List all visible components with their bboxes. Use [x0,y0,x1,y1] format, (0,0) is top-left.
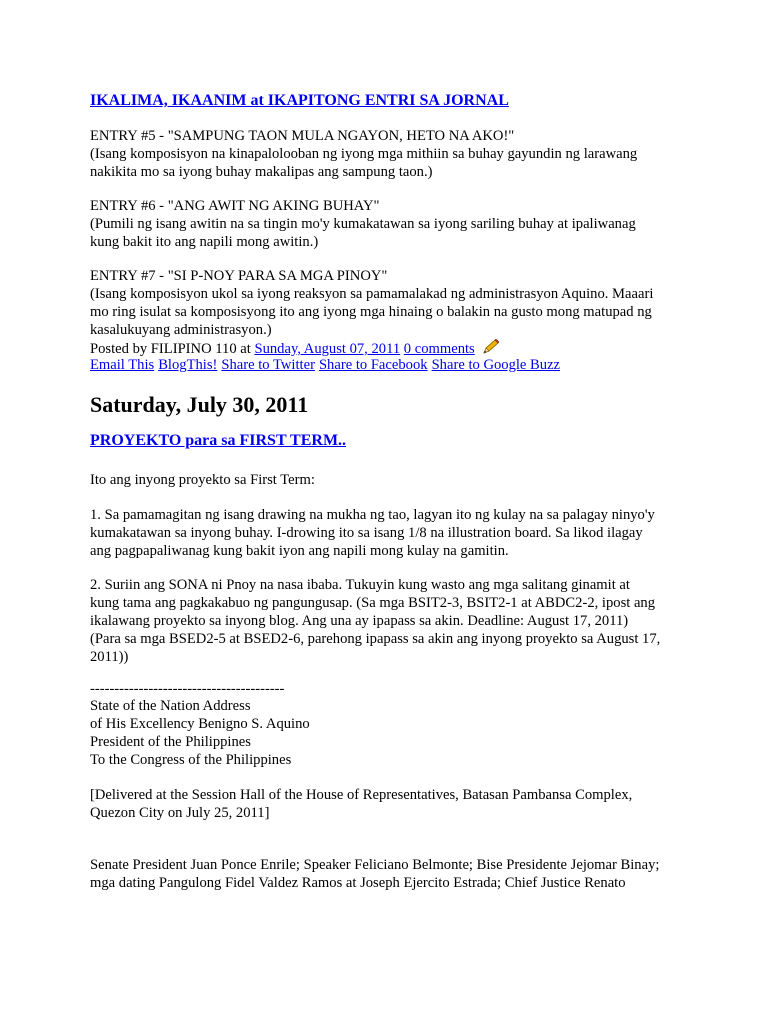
project-item2-line: 2. Suriin ang SONA ni Pnoy na nasa ibaba. Tukuyin kung wasto ang mga salitang ginamit at [90,577,630,593]
posted-by-label: Posted by FILIPINO 110 at [90,341,251,357]
post-title-journal[interactable] [90,92,509,110]
delivered-line: [Delivered at the Session Hall of the House of Representatives, Batasan Pambansa Complex, [90,787,633,803]
post-title-journal-link[interactable]: IKALIMA, IKAANIM at IKAPITONG ENTRI SA JORNAL [90,92,509,109]
entry7-desc-line: (Isang komposisyon ukol sa iyong reaksyon sa pamamalakad ng administrasyon Aquino. Maaari [90,286,654,302]
project-item2-line: ikalawang proyekto sa inyong blog. Ang una ay ipapass sa akin. Deadline: August 17, 2011) [90,613,629,629]
entry5-title: ENTRY #5 - "SAMPUNG TAON MULA NGAYON, HETO NA AKO!" [90,128,515,144]
sona-heading-line: State of the Nation Address [90,698,251,714]
project-intro: Ito ang inyong proyekto sa First Term: [90,472,315,488]
pencil-icon[interactable] [482,339,500,355]
date-header: Saturday, July 30, 2011 [90,392,309,417]
entry7-title: ENTRY #7 - "SI P-NOY PARA SA MGA PINOY" [90,268,388,284]
post-date-link[interactable]: Sunday, August 07, 2011 [254,341,401,357]
entry7-desc-line: mo ring isulat sa komposisyong ito ang iyong mga hinaing o balakin na gusto mong matupad ng [90,304,652,320]
salutation-line: mga dating Pangulong Fidel Valdez Ramos at Joseph Ejercito Estrada; Chief Justice Renato [90,875,626,891]
share-links [90,356,564,374]
entry6-desc-line: (Pumili ng isang awitin na sa tingin mo'y kumakatawan sa iyong sariling buhay at ipaliwanag [90,216,636,232]
entry5-desc-line: nakikita mo sa iyong buhay makalipas ang sampung taon.) [90,164,433,180]
project-item1-line: ang pagpapaliwanag kung bakit iyon ang napili mong kulay na gamitin. [90,543,509,559]
email-this-link[interactable]: Email This [90,357,155,373]
entry5-desc-line: (Isang komposisyon na kinapalolooban ng iyong mga mithiin sa buhay gayundin ng larawang [90,146,638,162]
project-item1-line: 1. Sa pamamagitan ng isang drawing na mukha ng tao, lagyan ito ng kulay na sa palagay ninyo'y [90,507,655,523]
sona-heading-line: of His Excellency Benigno S. Aquino [90,716,310,732]
sona-heading-line: President of the Philippines [90,734,251,750]
share-google-buzz-link[interactable]: Share to Google Buzz [431,357,561,373]
sona-heading-line: To the Congress of the Philippines [90,752,292,768]
blogthis-link[interactable]: BlogThis! [158,357,218,373]
project-item2-line: kung tama ang pagkakabuo ng pangungusap. (Sa mga BSIT2-3, BSIT2-1 at ABDC2-2, ipost ang [90,595,656,611]
post-title-project[interactable] [90,432,346,450]
separator-line: ---------------------------------------- [90,681,285,697]
entry6-desc-line: kung bakit ito ang napili mong awitin.) [90,234,319,250]
project-item2-line: 2011)) [90,649,129,665]
project-item1-line: kumakatawan sa inyong buhay. I-drowing ito sa isang 1/8 na illustration board. Sa likod ilagay [90,525,643,541]
share-facebook-link[interactable]: Share to Facebook [318,357,428,373]
entry6-title: ENTRY #6 - "ANG AWIT NG AKING BUHAY" [90,198,380,214]
post-title-project-link[interactable]: PROYEKTO para sa FIRST TERM.. [90,432,347,449]
comments-link[interactable]: 0 comments [403,341,475,357]
delivered-line: Quezon City on July 25, 2011] [90,805,270,821]
share-twitter-link[interactable]: Share to Twitter [221,357,315,373]
entry7-desc-line: kasalukuyang administrasyon.) [90,322,272,338]
project-item2-line: (Para sa mga BSED2-5 at BSED2-6, parehong ipapass sa akin ang inyong proyekto sa August 17, [90,631,661,647]
salutation-line: Senate President Juan Ponce Enrile; Speaker Feliciano Belmonte; Bise Presidente Jejomar Binay; [90,857,660,873]
